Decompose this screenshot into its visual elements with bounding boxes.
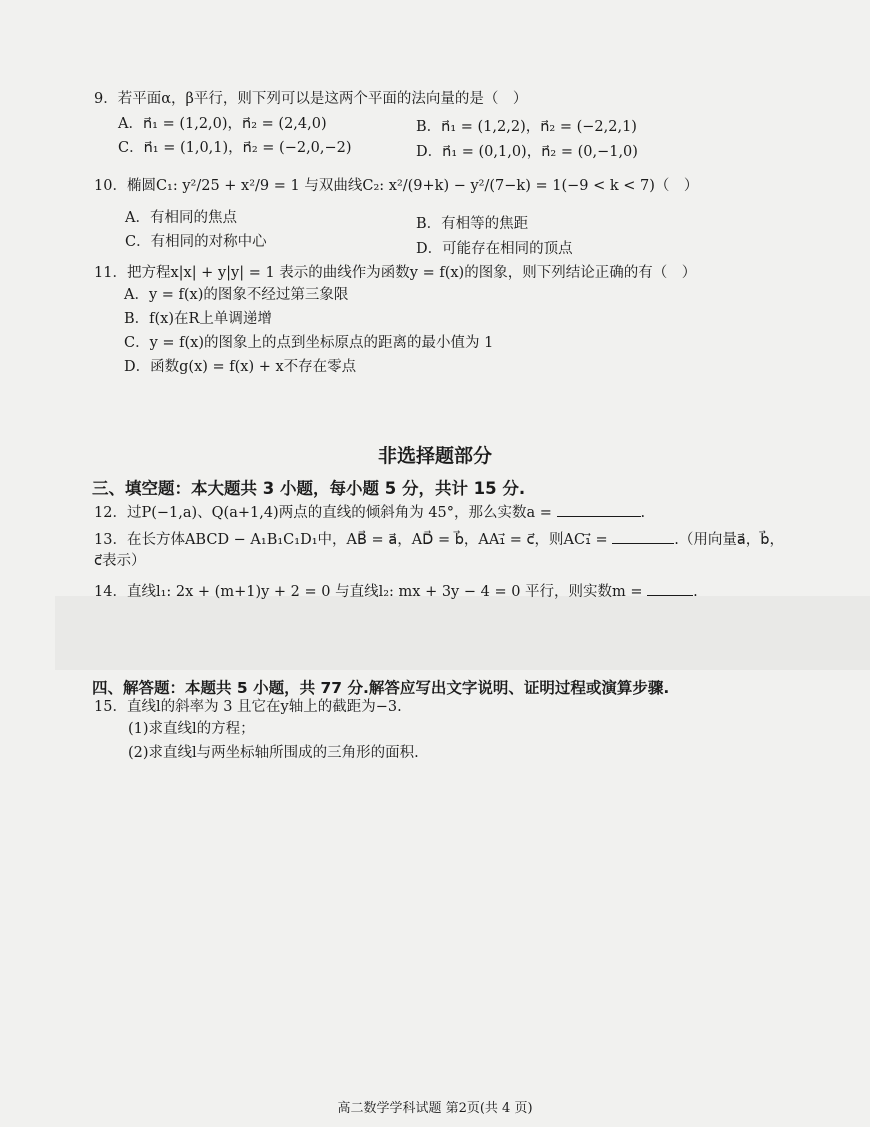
q12-text: 12．过P(−1,a)、Q(a+1,4)两点的直线的倾斜角为 45°，那么实数a = (94, 505, 552, 521)
q9-option-a: A．n⃗₁ = (1,2,0)，n⃗₂ = (2,4,0) (118, 116, 327, 132)
q14 (94, 581, 698, 602)
q14-text: 14．直线l₁: 2x + (m+1)y + 2 = 0 与直线l₂: mx + 3y − 4 = 0 平行，则实数m = (94, 584, 643, 600)
q13-continuation: c⃗表示） (94, 553, 146, 569)
q11-option-d: D．函数g(x) = f(x) + x不存在零点 (124, 359, 357, 375)
section4-heading: 四、解答题：本题共 5 小题，共 77 分.解答应写出文字说明、证明过程或演算步骤. (92, 679, 670, 697)
q9-stem: 9．若平面α，β平行，则下列可以是这两个平面的法向量的是（ ） (94, 91, 528, 107)
q10-stem: 10．椭圆C₁: y²/25 + x²/9 = 1 与双曲线C₂: x²/(9+k) − y²/(7−k) = 1(−9 < k < 7)（ ） (94, 178, 699, 194)
q15-stem: 15．直线l的斜率为 3 且它在y轴上的截距为−3. (94, 699, 402, 715)
q13-end: .（用向量a⃗，b⃗， (674, 532, 784, 548)
q11-stem: 11．把方程x|x| + y|y| = 1 表示的曲线作为函数y = f(x)的图象，则下列结论正确的有（ ） (94, 265, 697, 281)
q13-answer-blank[interactable] (612, 529, 674, 544)
q9-option-d: D．n⃗₁ = (0,1,0)，n⃗₂ = (0,−1,0) (416, 144, 638, 160)
q13-text: 13．在长方体ABCD − A₁B₁C₁D₁中，AB⃗ = a⃗，AD⃗ = b⃗，AA₁⃗ = c⃗，则AC₁⃗ = (94, 532, 608, 548)
q9-option-c: C．n⃗₁ = (1,0,1)，n⃗₂ = (−2,0,−2) (118, 140, 352, 156)
q15-part1: (1)求直线l的方程； (128, 721, 255, 737)
q14-answer-blank[interactable] (647, 581, 693, 596)
q9-option-b: B．n⃗₁ = (1,2,2)，n⃗₂ = (−2,2,1) (416, 119, 637, 135)
q12-end: . (640, 505, 646, 521)
section3-heading: 三、填空题：本大题共 3 小题，每小题 5 分，共计 15 分. (92, 479, 526, 498)
q11-option-c: C．y = f(x)的图象上的点到坐标原点的距离的最小值为 1 (124, 335, 494, 351)
q10-option-d: D．可能存在相同的顶点 (416, 241, 573, 257)
q10-option-c: C．有相同的对称中心 (125, 234, 267, 250)
part-title: 非选择题部分 (377, 445, 492, 467)
q10-option-a: A．有相同的焦点 (125, 210, 237, 226)
q13 (94, 529, 784, 550)
q11-option-a: A．y = f(x)的图象不经过第三象限 (124, 287, 349, 303)
q11-option-b: B．f(x)在R上单调递增 (124, 311, 272, 327)
q12-answer-blank[interactable] (557, 502, 641, 517)
q14-end: . (693, 584, 698, 600)
page-footer: 高二数学学科试题 第2页(共 4 页) (337, 1101, 533, 1116)
q15-part2: (2)求直线l与两坐标轴所围成的三角形的面积. (128, 745, 419, 761)
scan-shading (55, 596, 870, 670)
q12 (94, 502, 645, 523)
q10-option-b: B．有相等的焦距 (416, 216, 529, 232)
